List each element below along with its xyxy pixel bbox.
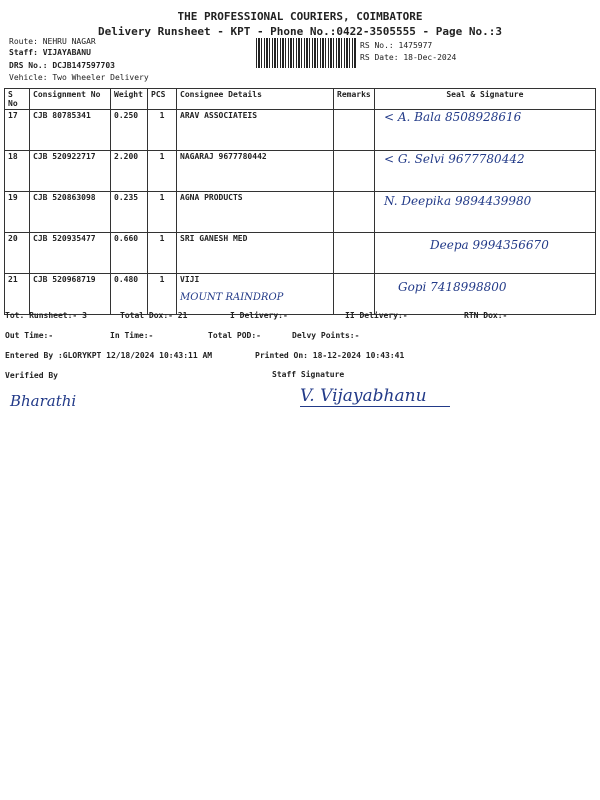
col-pcs: PCS <box>148 89 177 110</box>
consignee-handwritten-note: MOUNT RAINDROP <box>180 292 284 303</box>
delvy-points: Delvy Points:- <box>292 331 360 340</box>
cell-consignee: ARAV ASSOCIATEIS <box>177 110 334 151</box>
signature-row-18: < G. Selvi 9677780442 <box>384 152 525 166</box>
tot-runsheet: Tot. Runsheet:- 3 <box>5 311 87 320</box>
cell-sno: 19 <box>5 192 30 233</box>
company-title: THE PROFESSIONAL COURIERS, COIMBATORE <box>177 10 423 23</box>
col-remarks: Remarks <box>334 89 375 110</box>
total-pod: Total POD:- <box>208 331 261 340</box>
staff-handwritten-signature: V. Vijayabhanu <box>300 386 427 406</box>
cell-consignee: SRI GANESH MED <box>177 233 334 274</box>
verified-signature: Bharathi <box>10 392 77 410</box>
cell-remarks <box>334 110 375 151</box>
printed-on: Printed On: 18-12-2024 10:43:41 <box>255 351 405 360</box>
runsheet-title: Delivery Runsheet - KPT - Phone No.:0422-3505555 - Page No.:3 <box>98 25 502 38</box>
cell-pcs: 1 <box>148 274 177 315</box>
cell-sno: 21 <box>5 274 30 315</box>
cell-weight: 2.200 <box>111 151 148 192</box>
cell-consignee <box>177 274 334 315</box>
cell-sno: 20 <box>5 233 30 274</box>
cell-remarks <box>334 151 375 192</box>
col-seal: Seal & Signature <box>374 89 595 110</box>
cell-consignee: AGNA PRODUCTS <box>177 192 334 233</box>
cell-sno: 18 <box>5 151 30 192</box>
col-sno: S No <box>5 89 30 110</box>
cell-remarks <box>334 274 375 315</box>
consignee-name: VIJI <box>180 275 200 284</box>
cell-cno: CJB 520922717 <box>30 151 111 192</box>
col-consignee: Consignee Details <box>177 89 334 110</box>
entered-by: Entered By :GLORYKPT 12/18/2024 10:43:11 AM <box>5 351 213 360</box>
cell-cno: CJB 520863098 <box>30 192 111 233</box>
cell-pcs: 1 <box>148 233 177 274</box>
cell-cno: CJB 80785341 <box>30 110 111 151</box>
cell-sno: 17 <box>5 110 30 151</box>
rs-date: RS Date: 18-Dec-2024 <box>360 53 457 62</box>
signature-row-17: < A. Bala 8508928616 <box>384 110 522 124</box>
staff-label: Staff: VIJAYABANU <box>9 48 91 57</box>
cell-cno: CJB 520935477 <box>30 233 111 274</box>
total-dox: Total Dox:- 21 <box>120 311 188 320</box>
route-label: Route: NEHRU NAGAR <box>9 37 96 46</box>
staff-signature-label: Staff Signature <box>272 370 345 379</box>
col-consignment: Consignment No <box>30 89 111 110</box>
cell-cno: CJB 520968719 <box>30 274 111 315</box>
signature-row-19: N. Deepika 9894439980 <box>384 194 532 208</box>
rtn-dox: RTN Dox:- <box>464 311 508 320</box>
signature-row-21: Gopi 7418998800 <box>398 280 507 294</box>
cell-remarks <box>334 192 375 233</box>
cell-pcs: 1 <box>148 110 177 151</box>
col-weight: Weight <box>111 89 148 110</box>
signature-row-20: Deepa 9994356670 <box>430 238 549 252</box>
cell-weight: 0.235 <box>111 192 148 233</box>
barcode <box>256 38 356 68</box>
cell-consignee: NAGARAJ 9677780442 <box>177 151 334 192</box>
cell-pcs: 1 <box>148 192 177 233</box>
cell-weight: 0.250 <box>111 110 148 151</box>
ii-delivery: II Delivery:- <box>345 311 408 320</box>
cell-weight: 0.660 <box>111 233 148 274</box>
cell-pcs: 1 <box>148 151 177 192</box>
signature-underline <box>300 406 450 407</box>
rs-no: RS No.: 1475977 <box>360 41 433 50</box>
i-delivery: I Delivery:- <box>230 311 288 320</box>
verified-by-label: Verified By <box>5 371 58 380</box>
cell-remarks <box>334 233 375 274</box>
table-header-row <box>5 89 596 110</box>
vehicle-label: Vehicle: Two Wheeler Delivery <box>9 73 149 82</box>
cell-weight: 0.480 <box>111 274 148 315</box>
drs-label: DRS No.: DCJB147597703 <box>9 61 115 70</box>
out-time: Out Time:- <box>5 331 54 340</box>
in-time: In Time:- <box>110 331 154 340</box>
